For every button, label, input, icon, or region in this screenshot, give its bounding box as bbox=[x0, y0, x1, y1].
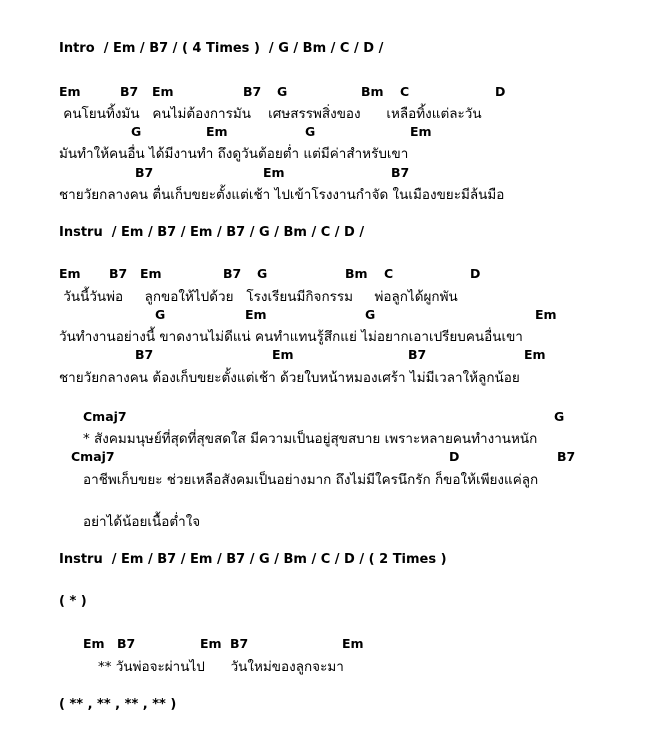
chord: Cmaj7 bbox=[71, 449, 115, 464]
chord: B7 bbox=[391, 165, 410, 180]
chord: Em bbox=[263, 165, 285, 180]
chord: Em bbox=[83, 636, 105, 651]
lyric-line: วันทำงานอย่างนี้ ขาดงานไม่ดีแน่ คนทำแทนรู้สึกแย่ ไม่อยากเอาเปรียบคนอื่นเขา bbox=[59, 329, 523, 345]
chord: G bbox=[257, 266, 268, 281]
chord: G bbox=[155, 307, 166, 322]
chord: Em bbox=[140, 266, 162, 281]
chord: Cmaj7 bbox=[83, 409, 127, 424]
chord: Em bbox=[272, 347, 294, 362]
chord: B7 bbox=[230, 636, 249, 651]
lyric-line: คนโยนทิ้งมัน คนไม่ต้องการมัน เศษสรรพสิ่งของ เหลือทิ้งแต่ละวัน bbox=[59, 106, 482, 122]
lyric-line: * สังคมมนุษย์ที่สุดที่สุขสดใส มีความเป็นอยู่สุขสบาย เพราะหลายคนทำงานหนัก bbox=[83, 431, 538, 447]
lyric-line: อาชีพเก็บขยะ ช่วยเหลือสังคมเป็นอย่างมาก ถึงไม่มีใครนึกรัก ก็ขอให้เพียงแค่ลูก bbox=[83, 472, 539, 488]
instrumental-line: Instru / Em / B7 / Em / B7 / G / Bm / C / D / bbox=[59, 225, 365, 240]
chord: Em bbox=[59, 266, 81, 281]
chord: Em bbox=[206, 124, 228, 139]
chord: B7 bbox=[135, 347, 154, 362]
chord: C bbox=[400, 84, 410, 99]
chord: Em bbox=[152, 84, 174, 99]
chord: D bbox=[470, 266, 481, 281]
chord: B7 bbox=[243, 84, 262, 99]
chord: Bm bbox=[345, 266, 368, 281]
chord: Em bbox=[342, 636, 364, 651]
lyric-line: มันทำให้คนอื่น ได้มีงานทำ ถึงดูวันต้อยต่ำ แต่มีค่าสำหรับเขา bbox=[59, 146, 409, 162]
chord: Em bbox=[535, 307, 557, 322]
chord: Em bbox=[410, 124, 432, 139]
lyric-line: อย่าได้น้อยเนื้อต่ำใจ bbox=[83, 514, 201, 530]
lyric-line: ** วันพ่อจะผ่านไป วันใหม่ของลูกจะมา bbox=[98, 659, 344, 675]
chord: B7 bbox=[557, 449, 576, 464]
lyric-line: วันนี้วันพ่อ ลูกขอให้ไปด้วย โรงเรียนมีกิจกรรม พ่อลูกได้ผูกพัน bbox=[59, 289, 458, 305]
chord: G bbox=[554, 409, 565, 424]
chord: B7 bbox=[117, 636, 136, 651]
chord: Bm bbox=[361, 84, 384, 99]
chord: B7 bbox=[408, 347, 427, 362]
chord: Em bbox=[200, 636, 222, 651]
chord: G bbox=[365, 307, 376, 322]
chord: Em bbox=[524, 347, 546, 362]
chord: B7 bbox=[120, 84, 139, 99]
repeat-chorus-marker: ( * ) bbox=[59, 594, 87, 609]
ending-repeat-marker: ( ** , ** , ** , ** ) bbox=[59, 697, 177, 712]
lyric-line: ชายวัยกลางคน ตื่นเก็บขยะตั้งแต่เช้า ไปเข้าโรงงานกำจัด ในเมืองขยะมีล้นมือ bbox=[59, 187, 505, 203]
chord: B7 bbox=[135, 165, 154, 180]
chord: G bbox=[277, 84, 288, 99]
chord: Em bbox=[245, 307, 267, 322]
instrumental-line: Instru / Em / B7 / Em / B7 / G / Bm / C / D / ( 2 Times ) bbox=[59, 552, 447, 567]
chord: D bbox=[495, 84, 506, 99]
lyric-line: ชายวัยกลางคน ต้องเก็บขยะตั้งแต่เช้า ด้วยใบหน้าหมองเศร้า ไม่มีเวลาให้ลูกน้อย bbox=[59, 370, 520, 386]
intro-line: Intro / Em / B7 / ( 4 Times ) / G / Bm / C / D / bbox=[59, 41, 384, 56]
chord: G bbox=[305, 124, 316, 139]
chord: B7 bbox=[109, 266, 128, 281]
chord: G bbox=[131, 124, 142, 139]
chord: D bbox=[449, 449, 460, 464]
chord: C bbox=[384, 266, 394, 281]
chord: B7 bbox=[223, 266, 242, 281]
chord: Em bbox=[59, 84, 81, 99]
